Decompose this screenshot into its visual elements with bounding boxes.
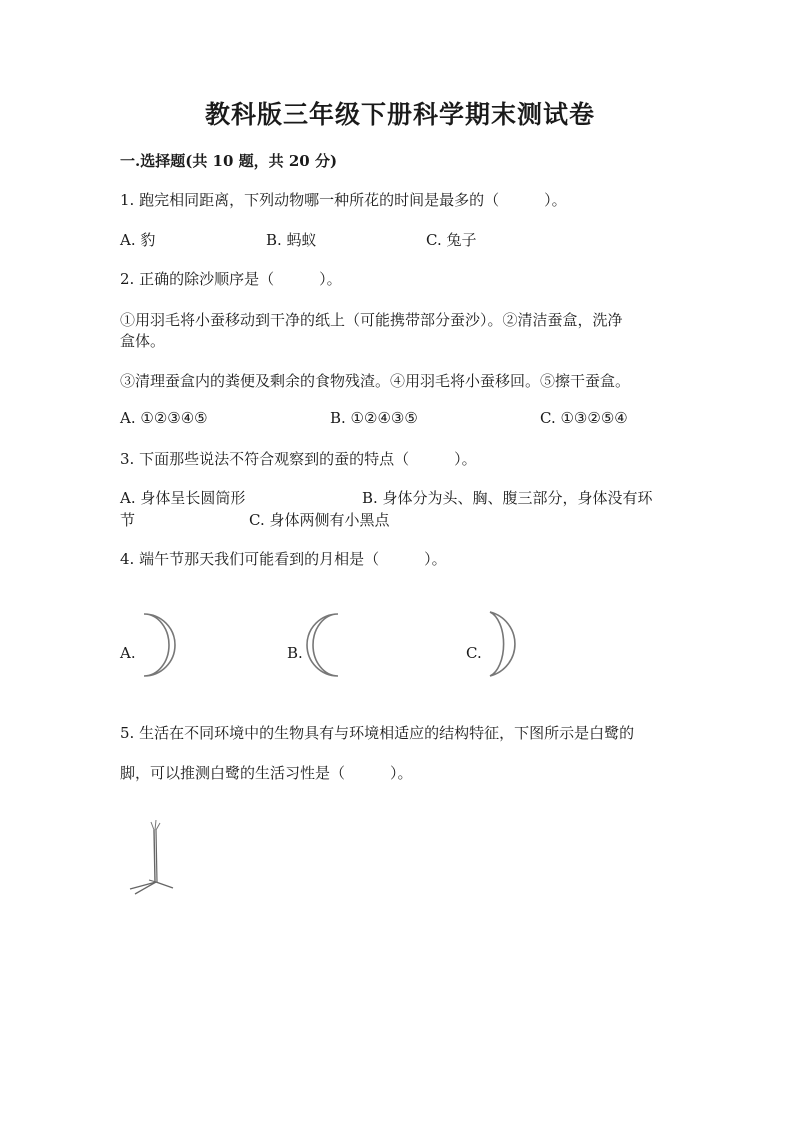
egret-foot-illustration <box>125 818 180 898</box>
question-3-option-b-continued: 节 <box>120 511 136 529</box>
question-1-option-a: A. 豹 <box>120 231 156 249</box>
moon-waning-crescent-icon <box>300 610 350 680</box>
question-3-option-a: A. 身体呈长圆筒形 <box>120 489 246 507</box>
question-4-option-b-label: B. <box>287 644 303 662</box>
section-heading: 一.选择题(共 10 题，共 20 分) <box>120 152 338 170</box>
question-2-steps-line-3: ③清理蚕盒内的粪便及剩余的食物残渣。④用羽毛将小蚕移回。⑤擦干蚕盒。 <box>120 372 631 390</box>
question-2-steps-line-1: ①用羽毛将小蚕移动到干净的纸上（可能携带部分蚕沙）。②清洁蚕盒，洗净 <box>120 311 623 329</box>
question-2-option-a: A. ①②③④⑤ <box>120 409 208 427</box>
question-2-steps-line-2: 盒体。 <box>120 332 166 350</box>
question-1-stem: 1. 跑完相同距离，下列动物哪一种所花的时间是最多的（ ）。 <box>120 191 567 209</box>
question-4-option-c-label: C. <box>466 644 482 662</box>
question-2-option-b: B. ①②④③⑤ <box>330 409 418 427</box>
question-3-option-c: C. 身体两侧有小黑点 <box>249 511 390 529</box>
question-2-option-c: C. ①③②⑤④ <box>540 409 628 427</box>
question-1-option-b: B. 蚂蚁 <box>266 231 317 249</box>
question-2-stem: 2. 正确的除沙顺序是（ ）。 <box>120 270 342 288</box>
question-4-stem: 4. 端午节那天我们可能看到的月相是（ ）。 <box>120 550 447 568</box>
moon-waxing-gibbous-crescent-icon <box>478 608 528 680</box>
question-5-stem-line-1: 5. 生活在不同环境中的生物具有与环境相适应的结构特征，下图所示是白鹭的 <box>120 724 635 742</box>
moon-waxing-crescent-icon <box>130 610 180 680</box>
question-3-stem: 3. 下面那些说法不符合观察到的蚕的特点（ ）。 <box>120 450 477 468</box>
question-1-option-c: C. 兔子 <box>426 231 477 249</box>
question-3-option-b: B. 身体分为头、胸、腹三部分，身体没有环 <box>362 489 653 507</box>
question-4-option-a-label: A. <box>120 644 136 662</box>
question-5-stem-line-2: 脚，可以推测白鹭的生活习性是（ ）。 <box>120 764 413 782</box>
page-title: 教科版三年级下册科学期末测试卷 <box>204 100 595 129</box>
